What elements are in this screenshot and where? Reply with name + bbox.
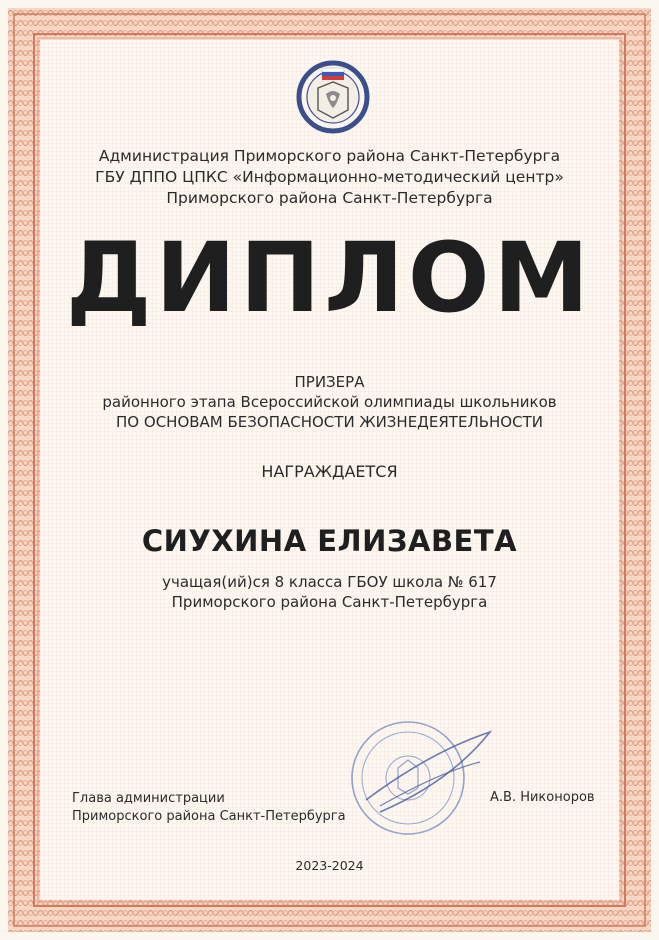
prize-line-3: ПО ОСНОВАМ БЕЗОПАСНОСТИ ЖИЗНЕДЕЯТЕЛЬНОСТИ [116,413,543,431]
recipient-district: Приморского района Санкт-Петербурга [171,593,488,611]
recipient-name: СИУХИНА ЕЛИЗАВЕТА [141,524,518,558]
organizer-line-3: Приморского района Санкт-Петербурга [166,189,493,207]
recipient-school: учащая(ий)ся 8 класса ГБОУ школа № 617 [162,573,497,591]
prize-line-2: районного этапа Всероссийской олимпиады школьников [102,393,557,411]
prize-block [0,372,659,432]
organizer-line-1: Администрация Приморского района Санкт-Петербурга [98,147,561,165]
awarded-label: НАГРАЖДАЕТСЯ [261,462,398,481]
organizer-line-2: ГБУ ДППО ЦПКС «Информационно-методический центр» [95,168,564,186]
official-stamp [340,712,500,842]
signature-position-line-2: Приморского района Санкт-Петербурга [72,809,346,824]
prize-line-1: ПРИЗЕРА [294,373,365,391]
olympiad-emblem-icon [296,60,370,134]
organizer-block [0,146,659,209]
signature-position-line-1: Глава администрации [72,791,225,806]
signature-position [72,790,346,826]
recipient-details [0,572,659,612]
signer-name: А.В. Никоноров [490,790,595,805]
academic-year: 2023-2024 [295,858,364,873]
diploma-title: ДИПЛОМ [65,222,594,334]
